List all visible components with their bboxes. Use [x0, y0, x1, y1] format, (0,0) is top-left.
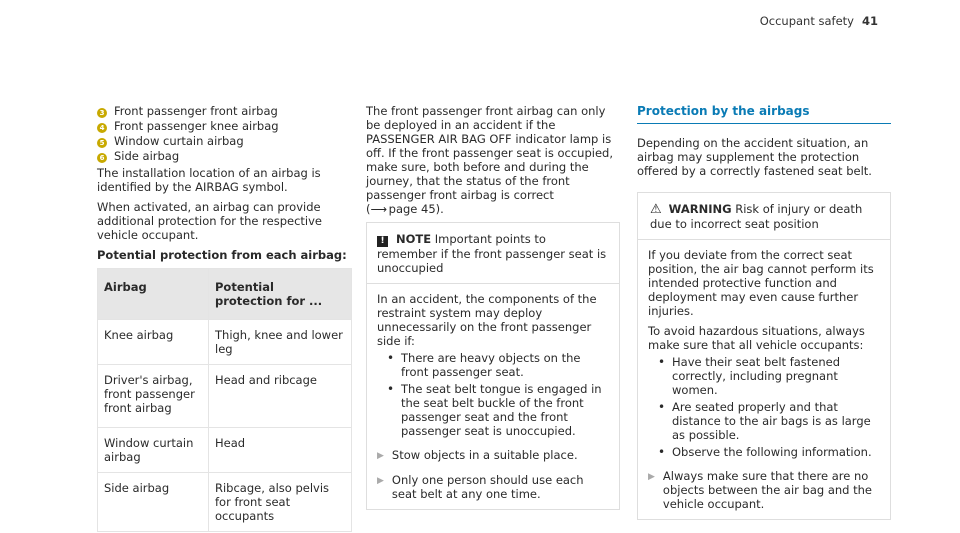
table-cell: Driver's airbag, front passenger front airbag — [98, 365, 209, 428]
paragraph-text: The front passenger front airbag can only be deployed in an accident if the PASSENGER AIR BAG OFF indicator lamp is off. If the front passenger seat is occupied, make sure, both before and during the journey, that the status of the front passenger front airbag is correct — [366, 104, 613, 202]
instruction-step — [648, 469, 880, 511]
list-item: • There are heavy objects on the front passenger seat. — [391, 351, 609, 379]
callout-number: 4 — [97, 123, 107, 133]
warning-para: To avoid hazardous situations, always make sure that all vehicle occupants: — [648, 324, 865, 352]
list-item: • Have their seat belt fastened correctly, including pregnant women. — [662, 355, 880, 397]
table-header-row — [98, 269, 352, 320]
page-reference-link[interactable]: page 45). — [388, 202, 444, 216]
note-title: Important points to remember if the front passenger seat is unoccupied — [377, 232, 607, 275]
table-cell: Window curtain airbag — [98, 428, 209, 473]
note-icon: ! — [377, 236, 388, 247]
callout-number: 5 — [97, 138, 107, 148]
table-row — [98, 365, 352, 428]
step-text: Stow objects in a suitable place. — [391, 448, 578, 462]
warning-body — [638, 240, 890, 519]
table-row — [98, 320, 352, 365]
table-row — [98, 428, 352, 473]
table-cell: Head and ribcage — [209, 365, 352, 428]
table-title: Potential protection from each airbag: — [97, 248, 347, 262]
column-header: Airbag — [98, 269, 209, 320]
note-intro: In an accident, the components of the restraint system may deploy unnecessarily on the front passenger side if: — [377, 292, 597, 348]
column-2 — [366, 104, 620, 510]
warning-box — [637, 192, 891, 520]
step-text: Only one person should use each seat belt at any one time. — [391, 473, 584, 501]
list-item — [97, 104, 352, 119]
paragraph-activation: When activated, an airbag can provide additional protection for the respective vehicle occupant. — [97, 200, 322, 242]
list-item: • Are seated properly and that distance to the air bags is as large as possible. — [662, 400, 880, 442]
column-3 — [637, 104, 891, 520]
table-cell: Side airbag — [98, 473, 209, 532]
page-number: 41 — [861, 14, 878, 28]
list-item-label: Window curtain airbag — [114, 134, 244, 148]
warning-header — [638, 193, 890, 240]
section-heading: Protection by the airbags — [637, 104, 891, 124]
warning-label: WARNING — [668, 202, 732, 216]
list-item-label: Front passenger knee airbag — [114, 119, 279, 133]
list-item-label: Side airbag — [114, 149, 180, 163]
list-item-label: Front passenger front airbag — [114, 104, 278, 118]
list-item: • The seat belt tongue is engaged in the seat belt buckle of the front passenger seat and the front passenger seat is unoccupied. — [391, 382, 609, 438]
note-box — [366, 222, 620, 510]
instruction-step — [377, 473, 609, 501]
list-item: • Observe the following information. — [662, 445, 880, 459]
page-header — [760, 14, 878, 28]
column-1 — [97, 104, 352, 532]
warning-triangle-icon: ⚠ — [650, 202, 662, 217]
table-cell: Ribcage, also pelvis for front seat occupants — [209, 473, 352, 532]
arrow-right-icon: ⟶ — [370, 202, 385, 216]
instruction-step — [377, 448, 609, 463]
section-title: Occupant safety — [759, 14, 854, 28]
step-arrow-icon: ▶ — [377, 476, 384, 486]
paragraph-installation: The installation location of an airbag is identified by the AIRBAG symbol. — [97, 166, 321, 194]
table-cell: Head — [209, 428, 352, 473]
callout-number: 6 — [97, 153, 107, 163]
note-label: NOTE — [396, 232, 432, 246]
list-item — [97, 134, 352, 149]
list-item — [97, 119, 352, 134]
step-text: Always make sure that there are no objects between the air bag and the vehicle occupant. — [662, 469, 873, 511]
step-arrow-icon: ▶ — [648, 472, 655, 482]
protection-table — [97, 268, 352, 532]
note-header — [367, 223, 619, 284]
table-row — [98, 473, 352, 532]
table-cell: Thigh, knee and lower leg — [209, 320, 352, 365]
paragraph-protection: Depending on the accident situation, an airbag may supplement the protection offered by a correctly fastened seat belt. — [637, 136, 872, 178]
callout-number: 3 — [97, 108, 107, 118]
step-arrow-icon: ▶ — [377, 451, 384, 461]
warning-title: Risk of injury or death due to incorrect seat position — [650, 202, 863, 231]
note-bullets — [377, 351, 609, 438]
warning-bullets — [648, 355, 880, 459]
column-header: Potential protection for ... — [209, 269, 352, 320]
list-item — [97, 149, 352, 164]
note-body — [367, 284, 619, 509]
warning-intro: If you deviate from the correct seat position, the air bag cannot perform its intended protective function and deployment may even cause further injuries. — [648, 248, 874, 318]
table-cell: Knee airbag — [98, 320, 209, 365]
paragraph-passenger-airbag: The front passenger front airbag can only be deployed in an accident if the PASSENGER AIR BAG OFF indicator lamp is off. If the front passenger seat is occupied, make sure, both before and during the journey, that the status of the front passenger front airbag is correct (⟶ page 45). — [366, 104, 613, 216]
